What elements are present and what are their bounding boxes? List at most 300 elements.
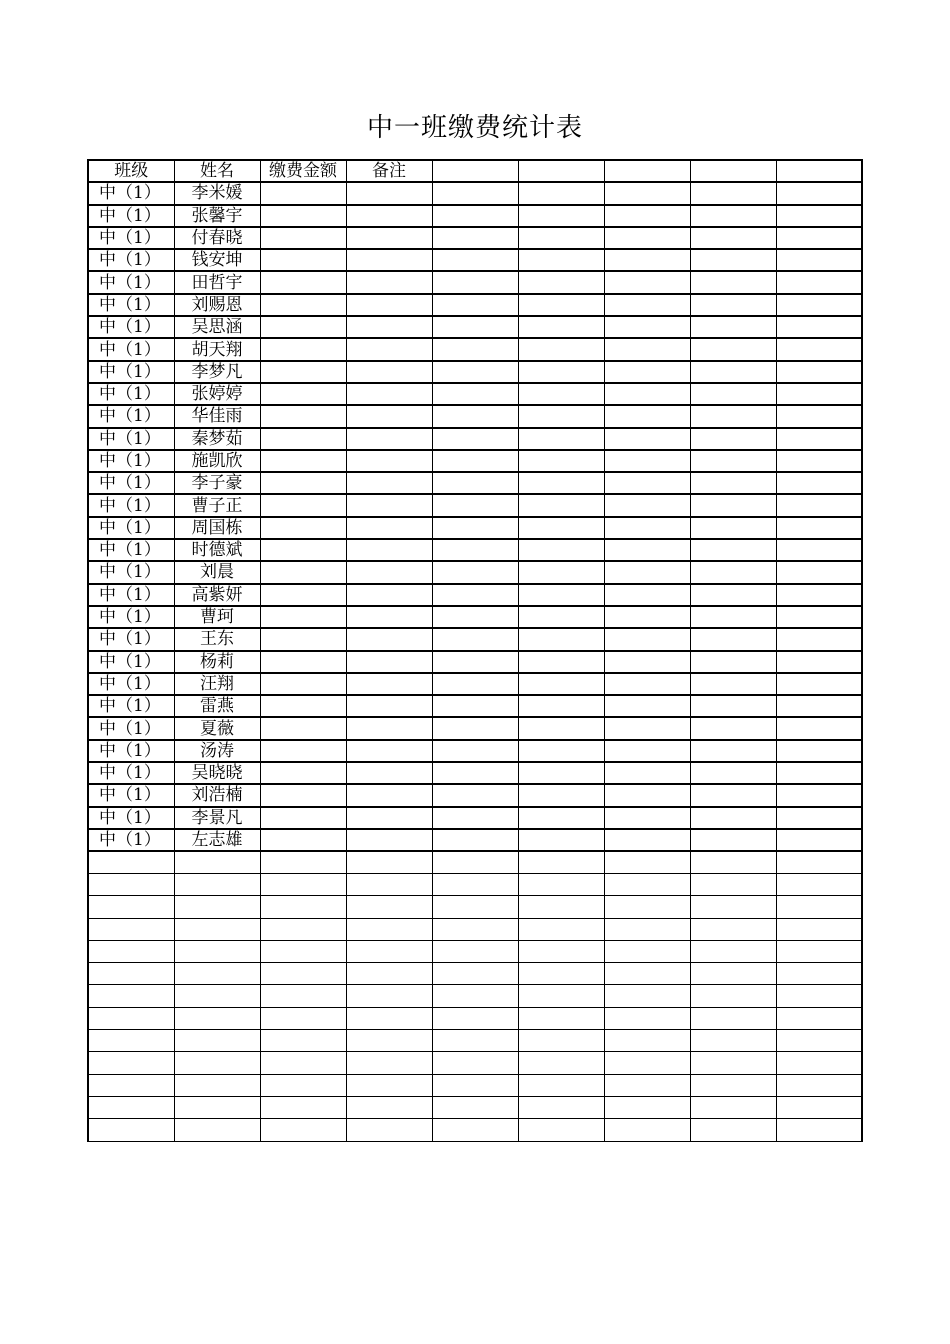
table-row — [88, 271, 862, 293]
remark-cell — [346, 227, 432, 249]
class-cell: 中（1） — [88, 651, 174, 673]
remark-cell — [346, 807, 432, 829]
name-cell: 华佳雨 — [174, 405, 260, 427]
blank-cell — [776, 1096, 862, 1118]
blank-cell — [88, 963, 174, 985]
blank-cell — [604, 450, 690, 472]
blank-cell — [604, 584, 690, 606]
blank-cell — [604, 1096, 690, 1118]
blank-cell — [518, 851, 604, 873]
blank-cell — [432, 1007, 518, 1029]
blank-cell — [174, 1007, 260, 1029]
blank-cell — [518, 539, 604, 561]
blank-cell — [518, 606, 604, 628]
blank-cell — [604, 338, 690, 360]
remark-cell — [346, 628, 432, 650]
blank-cell — [776, 940, 862, 962]
blank-cell — [690, 851, 776, 873]
blank-cell — [346, 1007, 432, 1029]
fee-amount-cell — [260, 717, 346, 739]
blank-cell — [346, 963, 432, 985]
name-cell: 时德斌 — [174, 539, 260, 561]
blank-cell — [518, 628, 604, 650]
blank-cell — [690, 227, 776, 249]
table-row — [88, 316, 862, 338]
empty-row — [88, 918, 862, 940]
blank-cell — [174, 940, 260, 962]
blank-cell — [260, 963, 346, 985]
blank-cell — [776, 405, 862, 427]
fee-amount-cell — [260, 673, 346, 695]
blank-cell — [518, 472, 604, 494]
blank-cell — [776, 896, 862, 918]
remark-cell — [346, 271, 432, 293]
remark-cell — [346, 450, 432, 472]
blank-cell — [604, 695, 690, 717]
blank-cell — [432, 874, 518, 896]
blank-cell — [432, 405, 518, 427]
table-row — [88, 673, 862, 695]
blank-cell — [690, 182, 776, 204]
fee-table — [87, 159, 863, 1142]
blank-cell — [690, 383, 776, 405]
blank-cell — [518, 271, 604, 293]
blank-cell — [88, 1096, 174, 1118]
class-cell: 中（1） — [88, 271, 174, 293]
blank-cell — [604, 472, 690, 494]
blank-cell — [604, 784, 690, 806]
blank-cell — [88, 896, 174, 918]
fee-amount-cell — [260, 695, 346, 717]
class-cell: 中（1） — [88, 740, 174, 762]
blank-cell — [776, 450, 862, 472]
class-cell: 中（1） — [88, 383, 174, 405]
fee-amount-cell — [260, 651, 346, 673]
blank-cell — [604, 517, 690, 539]
remark-cell — [346, 182, 432, 204]
name-cell: 李子豪 — [174, 472, 260, 494]
blank-cell — [518, 405, 604, 427]
blank-cell — [776, 963, 862, 985]
fee-amount-cell — [260, 271, 346, 293]
blank-cell — [260, 1119, 346, 1141]
blank-cell — [604, 561, 690, 583]
blank-cell — [690, 1096, 776, 1118]
blank-cell — [690, 584, 776, 606]
fee-amount-cell — [260, 383, 346, 405]
blank-cell — [518, 874, 604, 896]
remark-cell — [346, 673, 432, 695]
blank-cell — [432, 606, 518, 628]
remark-cell — [346, 472, 432, 494]
blank-cell — [260, 918, 346, 940]
table-row — [88, 428, 862, 450]
remark-cell — [346, 205, 432, 227]
header-cell: 缴费金额 — [260, 160, 346, 182]
empty-row — [88, 985, 862, 1007]
blank-cell — [690, 517, 776, 539]
blank-cell — [432, 428, 518, 450]
blank-cell — [776, 494, 862, 516]
blank-cell — [260, 1007, 346, 1029]
blank-cell — [432, 628, 518, 650]
name-cell: 雷燕 — [174, 695, 260, 717]
blank-cell — [518, 182, 604, 204]
blank-cell — [346, 985, 432, 1007]
empty-row — [88, 896, 862, 918]
blank-cell — [518, 762, 604, 784]
table-row — [88, 182, 862, 204]
blank-cell — [690, 539, 776, 561]
name-cell: 左志雄 — [174, 829, 260, 851]
blank-cell — [604, 762, 690, 784]
remark-cell — [346, 361, 432, 383]
blank-cell — [260, 985, 346, 1007]
blank-cell — [776, 717, 862, 739]
blank-cell — [604, 383, 690, 405]
name-cell: 李景凡 — [174, 807, 260, 829]
blank-cell — [432, 740, 518, 762]
blank-cell — [776, 1074, 862, 1096]
blank-cell — [88, 851, 174, 873]
blank-cell — [88, 874, 174, 896]
blank-cell — [604, 1074, 690, 1096]
blank-cell — [776, 271, 862, 293]
blank-cell — [776, 829, 862, 851]
name-cell: 李米媛 — [174, 182, 260, 204]
blank-cell — [518, 673, 604, 695]
class-cell: 中（1） — [88, 628, 174, 650]
blank-cell — [776, 383, 862, 405]
fee-table-body — [88, 160, 862, 1141]
empty-row — [88, 940, 862, 962]
remark-cell — [346, 784, 432, 806]
fee-amount-cell — [260, 561, 346, 583]
blank-cell — [432, 807, 518, 829]
remark-cell — [346, 829, 432, 851]
name-cell: 夏薇 — [174, 717, 260, 739]
blank-cell — [346, 1074, 432, 1096]
name-cell: 张婷婷 — [174, 383, 260, 405]
name-cell: 钱安坤 — [174, 249, 260, 271]
empty-row — [88, 1007, 862, 1029]
blank-cell — [432, 717, 518, 739]
blank-cell — [432, 539, 518, 561]
blank-cell — [604, 494, 690, 516]
blank-cell — [690, 874, 776, 896]
blank-cell — [432, 227, 518, 249]
blank-cell — [690, 338, 776, 360]
fee-amount-cell — [260, 807, 346, 829]
blank-cell — [690, 762, 776, 784]
blank-cell — [432, 1052, 518, 1074]
name-cell: 刘浩楠 — [174, 784, 260, 806]
table-row — [88, 472, 862, 494]
name-cell: 秦梦茹 — [174, 428, 260, 450]
blank-cell — [690, 494, 776, 516]
header-cell: 备注 — [346, 160, 432, 182]
blank-cell — [174, 1074, 260, 1096]
blank-cell — [776, 606, 862, 628]
blank-cell — [690, 561, 776, 583]
blank-cell — [174, 985, 260, 1007]
remark-cell — [346, 651, 432, 673]
class-cell: 中（1） — [88, 584, 174, 606]
blank-cell — [432, 294, 518, 316]
header-cell — [690, 160, 776, 182]
blank-cell — [518, 940, 604, 962]
header-cell — [518, 160, 604, 182]
table-row — [88, 829, 862, 851]
name-cell: 杨莉 — [174, 651, 260, 673]
remark-cell — [346, 740, 432, 762]
blank-cell — [604, 829, 690, 851]
blank-cell — [604, 963, 690, 985]
fee-amount-cell — [260, 740, 346, 762]
table-row — [88, 405, 862, 427]
blank-cell — [432, 450, 518, 472]
blank-cell — [260, 1052, 346, 1074]
fee-amount-cell — [260, 539, 346, 561]
fee-amount-cell — [260, 829, 346, 851]
fee-amount-cell — [260, 472, 346, 494]
blank-cell — [690, 985, 776, 1007]
blank-cell — [604, 539, 690, 561]
table-row — [88, 740, 862, 762]
blank-cell — [174, 1119, 260, 1141]
blank-cell — [432, 985, 518, 1007]
blank-cell — [604, 428, 690, 450]
header-row — [88, 160, 862, 182]
blank-cell — [518, 1052, 604, 1074]
remark-cell — [346, 494, 432, 516]
class-cell: 中（1） — [88, 784, 174, 806]
remark-cell — [346, 695, 432, 717]
blank-cell — [690, 1074, 776, 1096]
blank-cell — [174, 1052, 260, 1074]
blank-cell — [604, 182, 690, 204]
class-cell: 中（1） — [88, 517, 174, 539]
blank-cell — [432, 651, 518, 673]
fee-amount-cell — [260, 182, 346, 204]
blank-cell — [604, 205, 690, 227]
blank-cell — [776, 561, 862, 583]
header-cell — [776, 160, 862, 182]
blank-cell — [432, 1119, 518, 1141]
class-cell: 中（1） — [88, 316, 174, 338]
blank-cell — [518, 695, 604, 717]
blank-cell — [432, 1074, 518, 1096]
blank-cell — [432, 918, 518, 940]
empty-row — [88, 1096, 862, 1118]
fee-amount-cell — [260, 784, 346, 806]
blank-cell — [432, 494, 518, 516]
name-cell: 田哲宇 — [174, 271, 260, 293]
name-cell: 高紫妍 — [174, 584, 260, 606]
blank-cell — [260, 874, 346, 896]
blank-cell — [518, 584, 604, 606]
remark-cell — [346, 517, 432, 539]
blank-cell — [432, 249, 518, 271]
blank-cell — [518, 896, 604, 918]
blank-cell — [690, 784, 776, 806]
blank-cell — [776, 1030, 862, 1052]
fee-amount-cell — [260, 405, 346, 427]
blank-cell — [604, 985, 690, 1007]
blank-cell — [518, 651, 604, 673]
fee-amount-cell — [260, 316, 346, 338]
name-cell: 张馨宇 — [174, 205, 260, 227]
blank-cell — [690, 450, 776, 472]
blank-cell — [432, 784, 518, 806]
name-cell: 王东 — [174, 628, 260, 650]
class-cell: 中（1） — [88, 829, 174, 851]
blank-cell — [690, 695, 776, 717]
blank-cell — [604, 1030, 690, 1052]
blank-cell — [518, 249, 604, 271]
remark-cell — [346, 539, 432, 561]
blank-cell — [776, 517, 862, 539]
blank-cell — [604, 874, 690, 896]
blank-cell — [518, 784, 604, 806]
class-cell: 中（1） — [88, 717, 174, 739]
empty-row — [88, 1052, 862, 1074]
class-cell: 中（1） — [88, 762, 174, 784]
blank-cell — [260, 896, 346, 918]
blank-cell — [346, 1119, 432, 1141]
blank-cell — [346, 1030, 432, 1052]
blank-cell — [346, 1096, 432, 1118]
fee-amount-cell — [260, 517, 346, 539]
name-cell: 曹珂 — [174, 606, 260, 628]
blank-cell — [776, 851, 862, 873]
empty-row — [88, 851, 862, 873]
table-row — [88, 807, 862, 829]
blank-cell — [518, 1007, 604, 1029]
blank-cell — [518, 1074, 604, 1096]
blank-cell — [346, 874, 432, 896]
blank-cell — [604, 918, 690, 940]
blank-cell — [88, 940, 174, 962]
blank-cell — [174, 896, 260, 918]
remark-cell — [346, 294, 432, 316]
blank-cell — [518, 740, 604, 762]
fee-amount-cell — [260, 428, 346, 450]
blank-cell — [690, 673, 776, 695]
name-cell: 吴思涵 — [174, 316, 260, 338]
fee-amount-cell — [260, 450, 346, 472]
blank-cell — [776, 1119, 862, 1141]
blank-cell — [432, 1030, 518, 1052]
fee-amount-cell — [260, 338, 346, 360]
blank-cell — [518, 807, 604, 829]
blank-cell — [776, 1052, 862, 1074]
class-cell: 中（1） — [88, 227, 174, 249]
blank-cell — [604, 1052, 690, 1074]
remark-cell — [346, 316, 432, 338]
blank-cell — [776, 628, 862, 650]
class-cell: 中（1） — [88, 182, 174, 204]
empty-row — [88, 1119, 862, 1141]
blank-cell — [432, 361, 518, 383]
blank-cell — [604, 249, 690, 271]
blank-cell — [518, 383, 604, 405]
blank-cell — [346, 1052, 432, 1074]
fee-amount-cell — [260, 227, 346, 249]
table-row — [88, 584, 862, 606]
blank-cell — [690, 918, 776, 940]
blank-cell — [346, 940, 432, 962]
class-cell: 中（1） — [88, 539, 174, 561]
blank-cell — [776, 472, 862, 494]
blank-cell — [604, 651, 690, 673]
blank-cell — [432, 205, 518, 227]
blank-cell — [518, 338, 604, 360]
header-cell — [604, 160, 690, 182]
blank-cell — [518, 985, 604, 1007]
blank-cell — [88, 985, 174, 1007]
blank-cell — [690, 940, 776, 962]
blank-cell — [690, 361, 776, 383]
table-row — [88, 249, 862, 271]
blank-cell — [604, 316, 690, 338]
blank-cell — [690, 606, 776, 628]
blank-cell — [604, 673, 690, 695]
blank-cell — [690, 963, 776, 985]
blank-cell — [518, 205, 604, 227]
blank-cell — [432, 338, 518, 360]
class-cell: 中（1） — [88, 428, 174, 450]
fee-amount-cell — [260, 249, 346, 271]
name-cell: 刘赐恩 — [174, 294, 260, 316]
blank-cell — [690, 1119, 776, 1141]
table-row — [88, 383, 862, 405]
class-cell: 中（1） — [88, 450, 174, 472]
blank-cell — [432, 963, 518, 985]
blank-cell — [776, 361, 862, 383]
table-row — [88, 628, 862, 650]
empty-row — [88, 963, 862, 985]
blank-cell — [776, 182, 862, 204]
blank-cell — [690, 717, 776, 739]
remark-cell — [346, 762, 432, 784]
fee-amount-cell — [260, 628, 346, 650]
blank-cell — [518, 561, 604, 583]
blank-cell — [432, 829, 518, 851]
class-cell: 中（1） — [88, 249, 174, 271]
table-row — [88, 762, 862, 784]
blank-cell — [432, 383, 518, 405]
blank-cell — [604, 405, 690, 427]
class-cell: 中（1） — [88, 205, 174, 227]
blank-cell — [260, 940, 346, 962]
header-cell — [432, 160, 518, 182]
table-row — [88, 606, 862, 628]
blank-cell — [346, 918, 432, 940]
remark-cell — [346, 249, 432, 271]
remark-cell — [346, 561, 432, 583]
blank-cell — [690, 205, 776, 227]
blank-cell — [432, 940, 518, 962]
blank-cell — [776, 651, 862, 673]
table-row — [88, 539, 862, 561]
class-cell: 中（1） — [88, 807, 174, 829]
blank-cell — [690, 1007, 776, 1029]
table-row — [88, 450, 862, 472]
fee-amount-cell — [260, 606, 346, 628]
class-cell: 中（1） — [88, 561, 174, 583]
blank-cell — [518, 1119, 604, 1141]
